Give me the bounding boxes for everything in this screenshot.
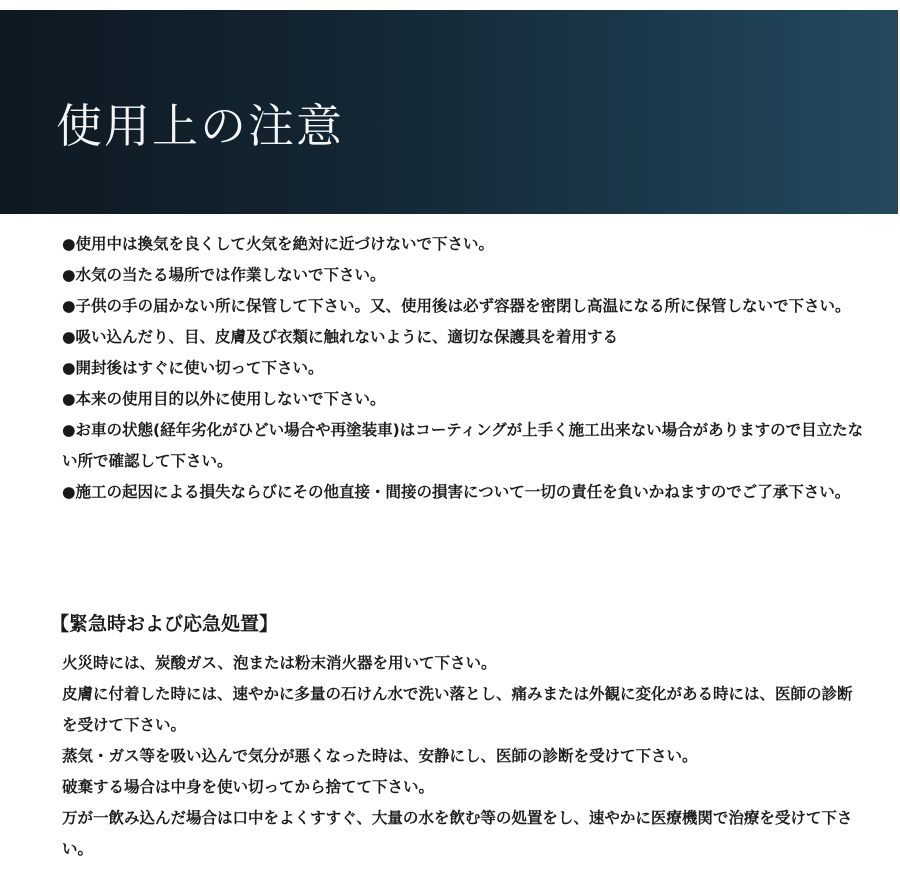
emergency-item: 火災時には、炭酸ガス、泡または粉末消火器を用いて下さい。 [62,654,497,672]
emergency-item: 破棄する場合は中身を使い切ってから捨てて下さい。 [62,778,435,796]
header-banner [0,10,898,214]
caution-item: ●施工の起因による損失ならびにその他直接・間接の損害について一切の責任を負いかねますのでご了承下さい。 [62,483,851,501]
caution-item: ●本来の使用目的以外に使用しないで下さい。 [62,390,386,408]
caution-list [62,229,867,508]
caution-item: ●使用中は換気を良くして火気を絶対に近づけないで下さい。 [62,235,495,253]
emergency-list [62,648,867,865]
caution-item: ●開封後はすぐに使い切って下さい。 [62,359,324,377]
emergency-item: 蒸気・ガス等を吸い込んで気分が悪くなった時は、安静にし、医師の診断を受けて下さい。 [62,747,698,765]
caution-item: ●吸い込んだり、目、皮膚及び衣類に触れないように、適切な保護具を着用する [62,328,619,346]
emergency-item: 万が一飲み込んだ場合は口中をよくすすぐ、大量の水を飲む等の処置をし、速やかに医療機関で治療を受けて下さい。 [62,809,853,858]
page-title: 使用上の注意 [56,99,344,153]
emergency-item: 皮膚に付着した時には、速やかに多量の石けん水で洗い落とし、痛みまたは外観に変化がある時には、医師の診断を受けて下さい。 [62,685,853,734]
caution-item: ●お車の状態(経年劣化がひどい場合や再塗装車)はコーティングが上手く施工出来ない場合がありますので目立たない所で確認して下さい。 [62,421,864,470]
caution-item: ●水気の当たる場所では作業しないで下さい。 [62,266,386,284]
emergency-heading: 【緊急時および応急処置】 [50,613,279,635]
caution-item: ●子供の手の届かない所に保管して下さい。又、使用後は必ず容器を密閉し高温になる所に保管しないで下さい。 [62,297,851,315]
